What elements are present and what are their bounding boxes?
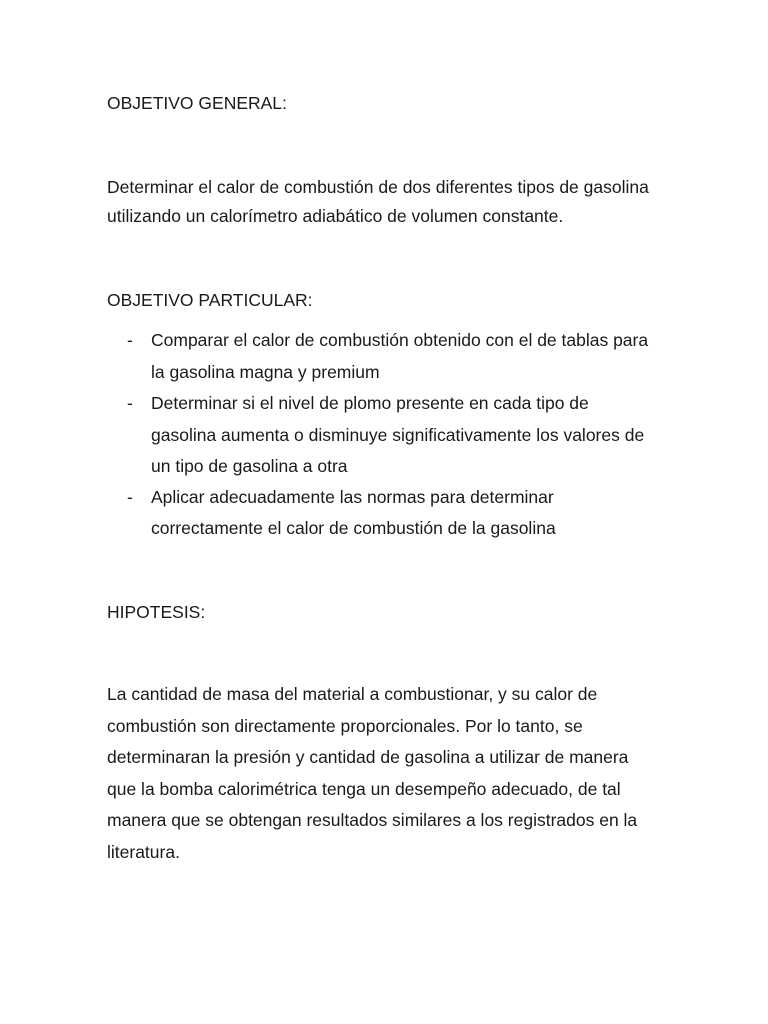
list-item-line: la gasolina magna y premium — [151, 362, 380, 382]
list-item-line: Determinar si el nivel de plomo presente en cada tipo de — [151, 393, 589, 413]
list-item-line: Aplicar adecuadamente las normas para determinar — [151, 487, 554, 507]
paragraph-line: que la bomba calorimétrica tenga un desempeño adecuado, de tal — [107, 779, 621, 799]
paragraph-line: Determinar el calor de combustión de dos diferentes tipos de gasolina — [107, 177, 649, 197]
list-item-line: gasolina aumenta o disminuye significativamente los valores de — [151, 425, 645, 445]
list-item-line: un tipo de gasolina a otra — [151, 456, 348, 476]
list-item-line: Comparar el calor de combustión obtenido con el de tablas para — [151, 330, 649, 350]
bullet-dash: - — [127, 330, 133, 350]
bullet-dash: - — [127, 393, 133, 413]
paragraph-line: utilizando un calorímetro adiabático de volumen constante. — [107, 206, 564, 226]
list-item-line: correctamente el calor de combustión de la gasolina — [151, 518, 556, 538]
paragraph-line: La cantidad de masa del material a combustionar, y su calor de — [107, 684, 598, 704]
paragraph-line: determinaran la presión y cantidad de gasolina a utilizar de manera — [107, 747, 629, 767]
bullet-dash: - — [127, 487, 133, 507]
paragraph-line: literatura. — [107, 842, 180, 862]
heading-objetivo-particular: OBJETIVO PARTICULAR: — [107, 290, 313, 310]
paragraph-line: manera que se obtengan resultados similares a los registrados en la — [107, 810, 638, 830]
heading-hipotesis: HIPOTESIS: — [107, 602, 206, 622]
heading-objetivo-general: OBJETIVO GENERAL: — [107, 93, 287, 113]
paragraph-line: combustión son directamente proporcionales. Por lo tanto, se — [107, 716, 583, 736]
